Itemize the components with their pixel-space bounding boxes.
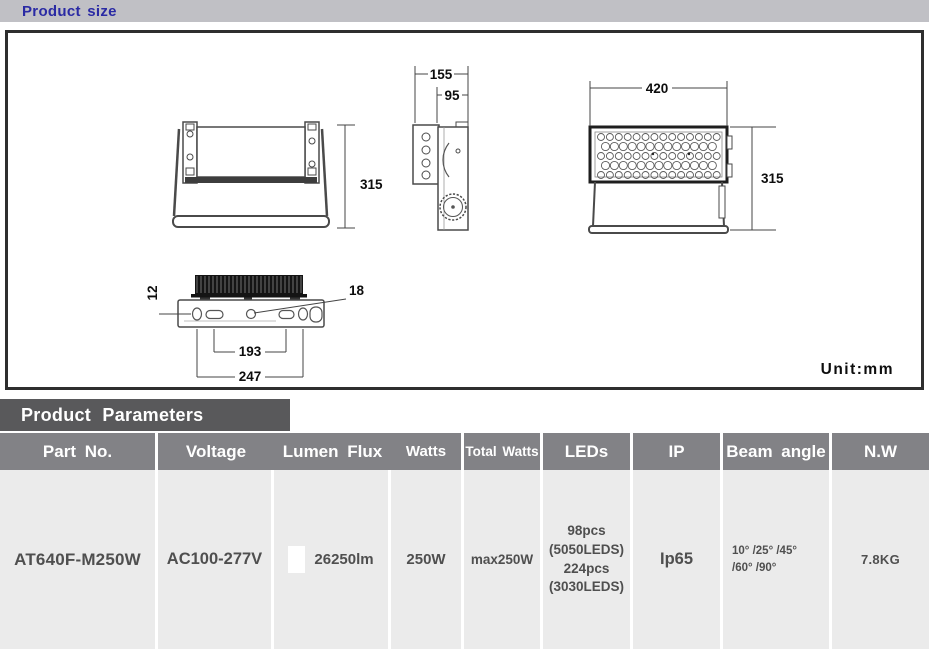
product-size-title: Product size: [22, 2, 117, 20]
column-header-voltage: Voltage: [158, 433, 274, 470]
spec-table-data-row: [0, 470, 929, 649]
dim-front-width-label: 420: [645, 81, 669, 96]
cell-lumen-flux: [274, 470, 391, 649]
dim-plate-thickness-label: 12: [145, 285, 160, 301]
cell-nw: 7.8KG: [832, 470, 929, 649]
column-header-nw: N.W: [832, 433, 929, 470]
beam-angle-line-2: /60° /90°: [732, 561, 777, 574]
cell-leds: [543, 470, 633, 649]
column-header-ip: IP: [633, 433, 723, 470]
product-parameters-title: Product Parameters: [21, 404, 204, 425]
dim-hole-diameter-label: 18: [349, 283, 365, 298]
column-header-watts: Watts: [391, 433, 464, 470]
cell-ip: Ip65: [633, 470, 723, 649]
leds-count-2: 224pcs: [563, 560, 610, 576]
spec-table: [0, 433, 929, 649]
column-header-total-watts: Total Watts: [464, 433, 543, 470]
product-parameters-header-bar: [0, 399, 290, 431]
top-view-drawing: [178, 275, 324, 327]
dim-front-height-label: 315: [761, 171, 784, 186]
column-header-beam-angle: Beam angle: [723, 433, 832, 470]
led-color-swatch: [288, 546, 305, 573]
leds-count-1: 98pcs: [567, 522, 606, 538]
cell-voltage: AC100-277V: [158, 470, 274, 649]
front-view-drawing: [589, 127, 732, 233]
column-header-leds: LEDs: [543, 433, 633, 470]
column-header-lumen-flux: Lumen Flux: [274, 433, 391, 470]
dim-hole-pitch-label: 193: [238, 344, 262, 359]
dimension-diagram: [8, 33, 921, 387]
column-header-part-no: Part No.: [0, 433, 158, 470]
lumen-flux-value: 26250lm: [314, 551, 374, 568]
beam-angle-line-1: 10° /25° /45°: [732, 544, 797, 557]
unit-label: Unit:mm: [820, 361, 894, 378]
back-view-drawing: [173, 122, 329, 227]
spec-table-header-row: [0, 433, 929, 470]
cell-watts: 250W: [391, 470, 464, 649]
dimension-diagram-panel: [5, 30, 924, 390]
cell-beam-angle: [723, 470, 832, 649]
dim-side-body-label: 95: [444, 88, 460, 103]
dim-mount-pitch-label: 247: [238, 369, 262, 384]
cell-part-no: AT640F-M250W: [0, 470, 158, 649]
product-size-header-bar: [0, 0, 929, 22]
cell-total-watts: max250W: [464, 470, 543, 649]
leds-type-2: (3030LEDS): [548, 579, 625, 595]
back-view-height-dimension: [337, 125, 355, 228]
dim-side-overall-label: 155: [429, 67, 453, 82]
dim-back-height-label: 315: [360, 177, 383, 192]
leds-type-1: (5050LEDS): [548, 541, 625, 557]
side-view-drawing: [413, 122, 468, 230]
